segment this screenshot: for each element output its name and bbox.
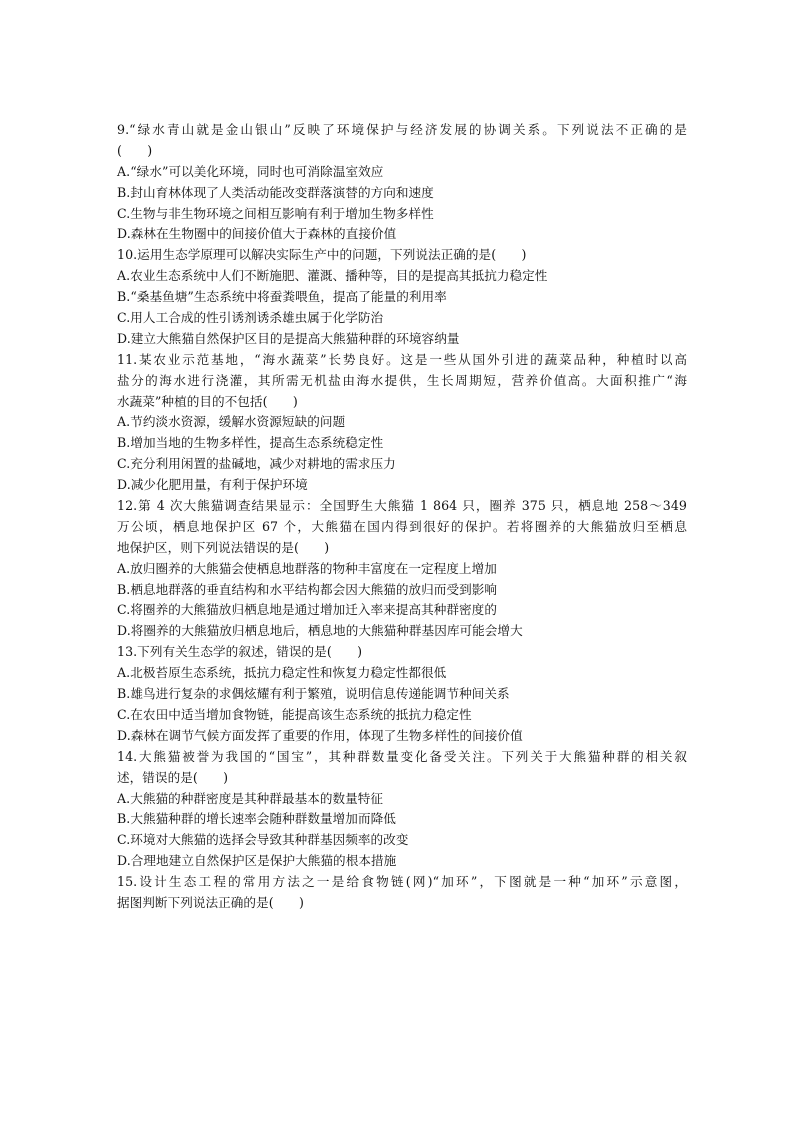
option-A: A.大熊猫的种群密度是其种群最基本的数量特征 bbox=[117, 790, 384, 806]
option-D: D.合理地建立自然保护区是保护大熊猫的根本措施 bbox=[117, 853, 397, 869]
question-15 bbox=[117, 872, 687, 914]
question-stem-line: 盐分的海水进行浇灌，其所需无机盐由海水提供，生长周期短，营养价值高。大面积推广“海 bbox=[117, 372, 687, 388]
option-B: B.栖息地群落的垂直结构和水平结构都会因大熊猫的放归而受到影响 bbox=[117, 581, 498, 597]
option-B: B.增加当地的生物多样性，提高生态系统稳定性 bbox=[117, 435, 384, 451]
question-stem-line: 12.第 4 次大熊猫调查结果显示：全国野生大熊猫 1 864 只，圈养 375 只，栖息地 258～349 bbox=[117, 498, 687, 514]
question-stem-line: 9.“绿水青山就是金山银山”反映了环境保护与经济发展的协调关系。下列说法不正确的是 bbox=[117, 122, 687, 137]
option-B: B.封山育林体现了人类活动能改变群落演替的方向和速度 bbox=[117, 184, 434, 200]
question-11 bbox=[117, 350, 687, 496]
question-12 bbox=[117, 496, 687, 642]
exam-sheet bbox=[117, 120, 687, 914]
question-13 bbox=[117, 642, 687, 746]
question-stem-line: 14.大熊猫被誉为我国的“国宝”，其种群数量变化备受关注。下列关于大熊猫种群的相关叙 bbox=[117, 748, 687, 764]
question-10 bbox=[117, 245, 687, 349]
option-C: C.环境对大熊猫的选择会导致其种群基因频率的改变 bbox=[117, 832, 409, 848]
question-stem-line: 15.设计生态工程的常用方法之一是给食物链(网)“加环”，下图就是一种“加环”示意图， bbox=[117, 874, 687, 890]
question-stem-line: 水蔬菜”种植的目的不包括( ) bbox=[117, 393, 298, 409]
option-D: D.减少化肥用量，有利于保护环境 bbox=[117, 477, 308, 493]
question-stem-line: 13.下列有关生态学的叙述，错误的是( ) bbox=[117, 644, 363, 660]
option-A: A.北极苔原生态系统，抵抗力稳定性和恢复力稳定性都很低 bbox=[117, 665, 447, 681]
question-stem-line: 据图判断下列说法正确的是( ) bbox=[117, 894, 304, 910]
option-B: B.大熊猫种群的增长速率会随种群数量增加而降低 bbox=[117, 811, 396, 827]
option-A: A.“绿水”可以美化环境，同时也可消除温室效应 bbox=[117, 163, 384, 179]
question-9 bbox=[117, 120, 687, 245]
option-D: D.将圈养的大熊猫放归栖息地后，栖息地的大熊猫种群基因库可能会增大 bbox=[117, 623, 523, 639]
option-C: C.充分利用闲置的盐碱地，减少对耕地的需求压力 bbox=[117, 456, 396, 472]
option-D: D.森林在调节气候方面发挥了重要的作用，体现了生物多样性的间接价值 bbox=[117, 727, 523, 743]
question-stem-line: 10.运用生态学原理可以解决实际生产中的问题，下列说法正确的是( ) bbox=[117, 247, 527, 263]
option-C: C.在农田中适当增加食物链，能提高该生态系统的抵抗力稳定性 bbox=[117, 706, 472, 722]
option-B: B.“桑基鱼塘”生态系统中将蚕粪喂鱼，提高了能量的利用率 bbox=[117, 289, 447, 305]
option-C: C.用人工合成的性引诱剂诱杀雄虫属于化学防治 bbox=[117, 310, 384, 326]
question-stem-line: 地保护区，则下列说法错误的是( ) bbox=[117, 539, 330, 555]
option-B: B.雄鸟进行复杂的求偶炫耀有利于繁殖，说明信息传递能调节种间关系 bbox=[117, 686, 510, 702]
option-A: A.农业生态系统中人们不断施肥、灌溉、播种等，目的是提高其抵抗力稳定性 bbox=[117, 268, 548, 284]
question-14 bbox=[117, 747, 687, 872]
question-stem-line: 述，错误的是( ) bbox=[117, 769, 229, 785]
option-A: A.放归圈养的大熊猫会使栖息地群落的物种丰富度在一定程度上增加 bbox=[117, 560, 497, 576]
option-A: A.节约淡水资源，缓解水资源短缺的问题 bbox=[117, 414, 346, 430]
option-C: C.将圈养的大熊猫放归栖息地是通过增加迁入率来提高其种群密度的 bbox=[117, 602, 497, 618]
question-stem-line: 11.某农业示范基地，“海水蔬菜”长势良好。这是一些从国外引进的蔬菜品种，种植时以高 bbox=[117, 351, 687, 367]
option-D: D.建立大熊猫自然保护区目的是提高大熊猫种群的环境容纳量 bbox=[117, 330, 460, 346]
option-C: C.生物与非生物环境之间相互影响有利于增加生物多样性 bbox=[117, 205, 434, 221]
question-stem-line: ( ) bbox=[117, 142, 153, 158]
question-stem-line: 万公顷，栖息地保护区 67 个，大熊猫在国内得到很好的保护。若将圈养的大熊猫放归至栖息 bbox=[117, 518, 687, 534]
option-D: D.森林在生物圈中的间接价值大于森林的直接价值 bbox=[117, 226, 397, 242]
